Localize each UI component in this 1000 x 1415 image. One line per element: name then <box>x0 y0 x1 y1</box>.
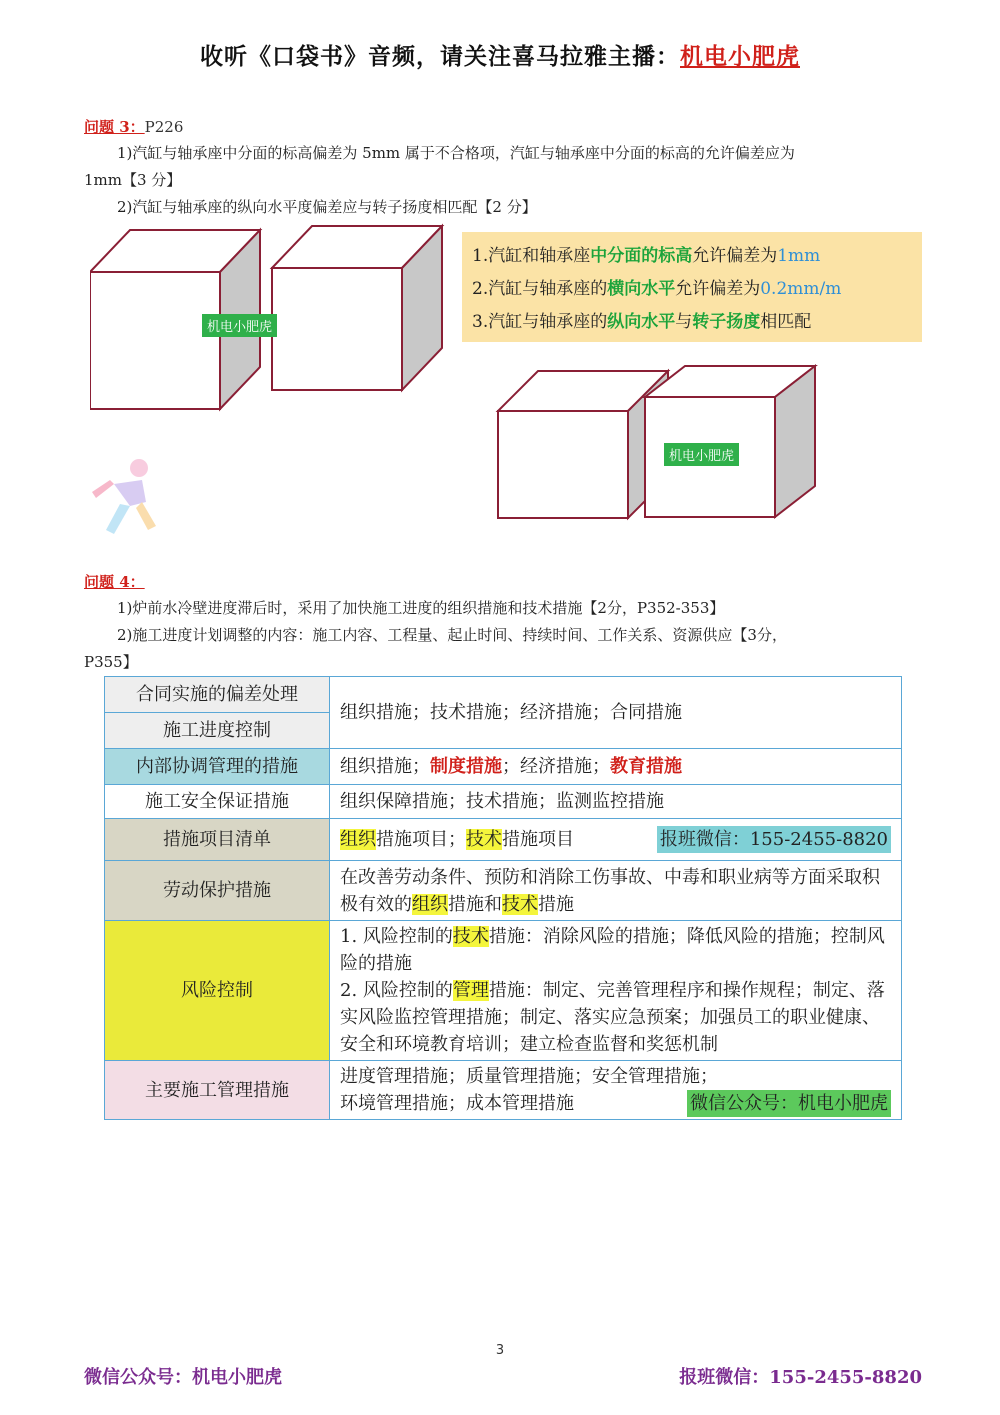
page-header <box>0 38 1000 71</box>
figure-note-1 <box>472 240 912 273</box>
runner-watermark-icon <box>84 454 169 539</box>
q4-line2: 2)施工进度计划调整的内容：施工内容、工程量、起止时间、持续时间、工作关系、资源供应【3分， <box>117 626 787 644</box>
measures-table <box>104 676 902 1120</box>
row7-key: 主要施工管理措施 <box>105 1061 330 1120</box>
row6-v3: 措施：消除风险的措施；降低风险的措施；控制风险的措施 <box>340 926 885 974</box>
page-number: 3 <box>495 1343 505 1358</box>
note-2-d: 0.2mm/m <box>760 279 842 299</box>
row4-key: 措施项目清单 <box>105 819 330 861</box>
row6-v6: 措施：制定、完善管理程序和操作规程；制定、落实风险监控管理措施；制定、落实应急预案；加强员工的职业健康、安全和环境教育培训；建立检查监督和奖惩机制 <box>340 980 885 1055</box>
row6-v4: 2. 风险控制的 <box>340 980 453 1001</box>
row6-key: 风险控制 <box>105 921 330 1061</box>
row4-value <box>330 819 902 861</box>
note-1-c: 允许偏差为 <box>692 246 778 266</box>
table-row <box>105 861 902 921</box>
footer-wechat-official: 微信公众号：机电小肥虎 <box>84 1367 282 1388</box>
row6-v1: 1. 风险控制的 <box>340 926 453 947</box>
row4-v2: 措施项目； <box>376 829 466 850</box>
row5-value <box>330 861 902 921</box>
row5-key: 劳动保护措施 <box>105 861 330 921</box>
row6-value <box>330 921 902 1061</box>
row7-line-1: 进度管理措施；质量管理措施；安全管理措施； <box>340 1066 718 1087</box>
q4-line1: 1)炉前水冷壁进度滞后时，采用了加快施工进度的组织措施和技术措施【2分，P352-353】 <box>117 599 725 617</box>
q3-line2: 2)汽缸与轴承座的纵向水平度偏差应与转子扬度相匹配【2 分】 <box>117 198 537 216</box>
row1-value: 组织措施；技术措施；经济措施；合同措施 <box>330 677 902 749</box>
q4-title <box>84 571 145 592</box>
note-1-a: 1.汽缸和轴承座 <box>472 246 591 266</box>
row2-v4: 教育措施 <box>610 756 682 777</box>
row2-v3: ；经济措施； <box>502 756 610 777</box>
q4-line2b: P355】 <box>84 653 138 671</box>
row7-contact-official: 微信公众号：机电小肥虎 <box>687 1090 891 1117</box>
figure-note-box <box>462 232 922 342</box>
note-2-a: 2.汽缸与轴承座的 <box>472 279 608 299</box>
note-3-e: 相匹配 <box>760 312 812 332</box>
q3-line1: 1)汽缸与轴承座中分面的标高偏差为 5mm 属于不合格项，汽缸与轴承座中分面的标高的允许偏差应为 <box>117 144 795 162</box>
row4-v1: 组织 <box>340 829 376 850</box>
q3-page-ref: P226 <box>144 118 184 136</box>
note-2-b: 横向水平 <box>607 279 676 299</box>
row5-v4: 技术 <box>502 893 538 915</box>
table-row <box>105 921 902 1061</box>
row4-contact-wechat: 报班微信：155-2455-8820 <box>657 826 891 853</box>
row3-key: 施工安全保证措施 <box>105 785 330 819</box>
q3-line1b: 1mm【3 分】 <box>84 171 182 189</box>
figure-note-3 <box>472 306 912 339</box>
note-1-d: 1mm <box>777 246 821 266</box>
cube-figure <box>90 222 924 542</box>
row6-item-2 <box>340 977 891 1058</box>
row1-key-b: 施工进度控制 <box>105 713 330 749</box>
row4-v3: 技术 <box>466 829 502 850</box>
figure-label-2: 机电小肥虎 <box>664 443 739 466</box>
footer-wechat-contact: 报班微信：155-2455-8820 <box>679 1367 922 1388</box>
row7-value <box>330 1061 902 1120</box>
note-2-c: 允许偏差为 <box>675 279 761 299</box>
row2-v1: 组织措施； <box>340 756 430 777</box>
q4-title-text: 问题 4： <box>84 573 145 591</box>
row5-v1: 在改善劳动条件、预防和消除工伤事故、中毒和职业病等方面采取积极有效的 <box>340 866 880 915</box>
row4-v4: 措施项目 <box>502 829 574 850</box>
row6-v2: 技术 <box>452 926 489 947</box>
row2-key: 内部协调管理的措施 <box>105 749 330 785</box>
note-3-a: 3.汽缸与轴承座的 <box>472 312 608 332</box>
note-3-b: 纵向水平 <box>607 312 676 332</box>
note-3-d: 转子扬度 <box>692 312 761 332</box>
row5-v5: 措施 <box>538 893 574 915</box>
row6-item-1 <box>340 923 891 977</box>
table-row <box>105 749 902 785</box>
row5-v3: 措施和 <box>448 893 502 915</box>
row1-key-a: 合同实施的偏差处理 <box>105 677 330 713</box>
q3-title-text: 问题 3： <box>84 118 145 136</box>
row2-v2: 制度措施 <box>430 756 502 777</box>
table-row <box>105 819 902 861</box>
row2-value <box>330 749 902 785</box>
header-prefix: 收听《口袋书》音频，请关注喜马拉雅主播： <box>200 43 680 70</box>
row5-v2: 组织 <box>412 893 448 915</box>
figure-label-1: 机电小肥虎 <box>202 314 277 337</box>
table-row <box>105 1061 902 1120</box>
q3-title <box>84 116 183 137</box>
figure-note-2 <box>472 273 912 306</box>
row3-value: 组织保障措施；技术措施；监测监控措施 <box>330 785 902 819</box>
row6-v5: 管理 <box>452 980 489 1001</box>
note-1-b: 中分面的标高 <box>590 246 693 266</box>
table-row <box>105 785 902 819</box>
header-brand-link[interactable]: 机电小肥虎 <box>680 43 800 70</box>
row7-line-2: 环境管理措施；成本管理措施 <box>340 1093 574 1114</box>
note-3-c: 与 <box>675 312 693 332</box>
table-row <box>105 677 902 713</box>
